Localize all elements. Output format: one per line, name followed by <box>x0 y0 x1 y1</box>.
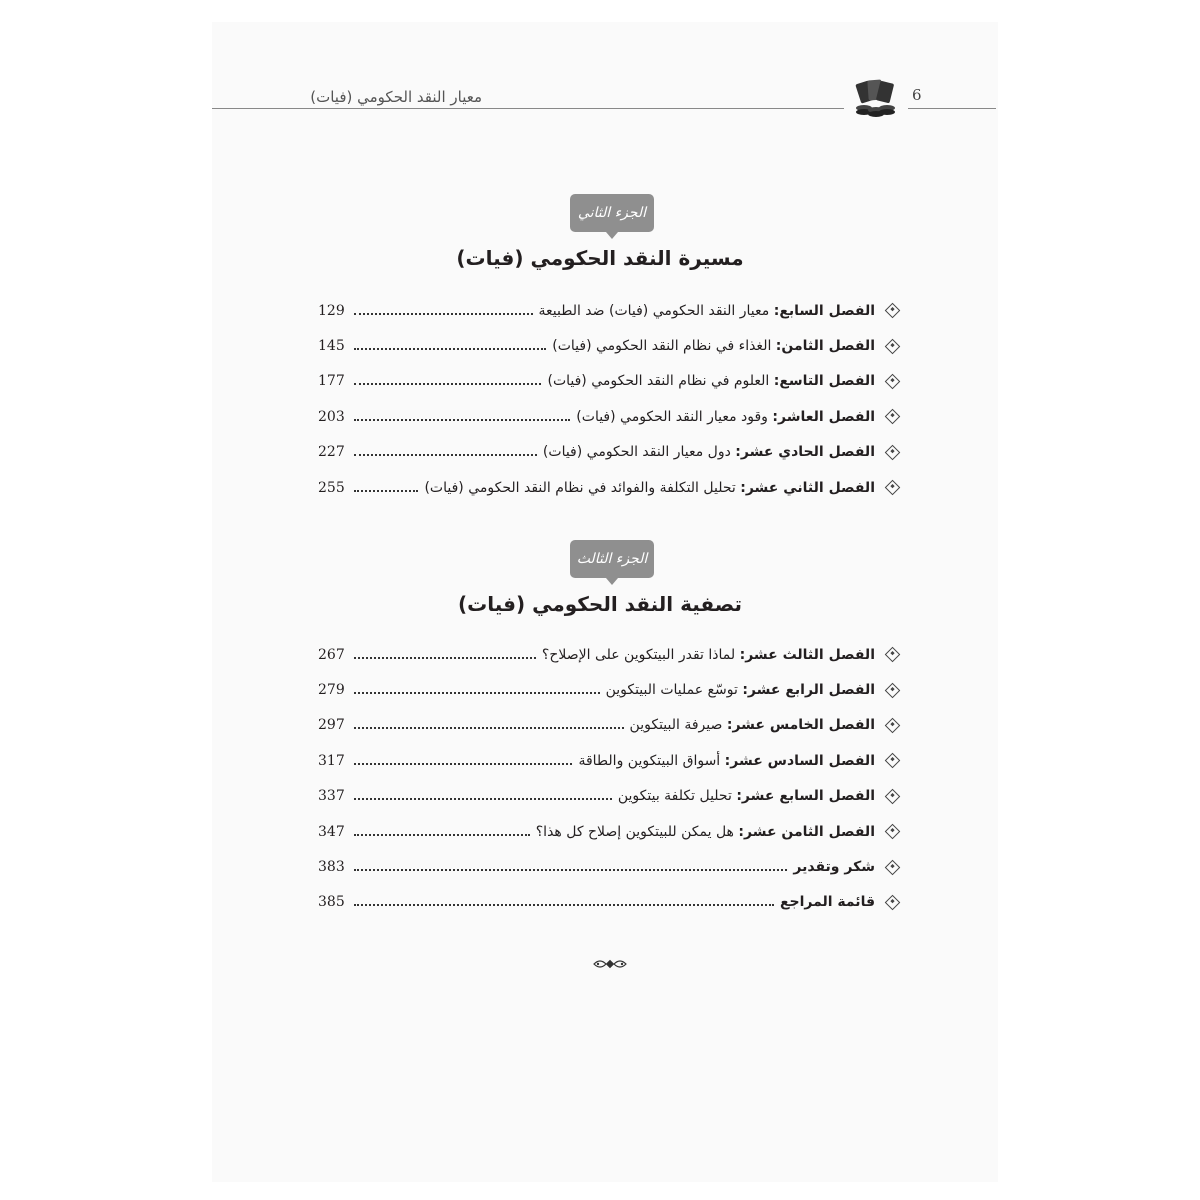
toc-entry[interactable] <box>318 849 900 884</box>
toc-entry[interactable] <box>318 364 900 399</box>
leader-dots <box>354 834 530 836</box>
chapter-title: أسواق البيتكوين والطاقة <box>578 752 721 769</box>
toc-page-number: 267 <box>318 646 345 663</box>
diamond-bullet-icon <box>885 788 901 804</box>
toc-page-number: 297 <box>318 717 345 734</box>
chapter-label: الفصل العاشر: <box>772 408 875 425</box>
part-badge-label: الجزء الثالث <box>576 551 648 567</box>
chapter-label: الفصل السابع: <box>773 302 875 319</box>
toc-page-number: 227 <box>318 444 345 461</box>
part-title: مسيرة النقد الحكومي (فيات) <box>456 246 744 270</box>
chapter-label: قائمة المراجع <box>779 894 875 911</box>
toc-page-number: 129 <box>318 302 345 319</box>
header-rule <box>212 108 844 109</box>
diamond-bullet-icon <box>885 682 901 698</box>
chapter-title: معيار النقد الحكومي (فيات) ضد الطبيعة <box>538 302 770 319</box>
diamond-bullet-icon <box>885 647 901 663</box>
toc-page-number: 279 <box>318 682 345 699</box>
money-stack-icon <box>852 78 898 118</box>
leader-dots <box>354 763 572 765</box>
chapter-title: وقود معيار النقد الحكومي (فيات) <box>576 408 768 425</box>
toc-page-number: 383 <box>318 859 345 876</box>
toc-entry[interactable] <box>318 293 900 328</box>
leader-dots <box>354 313 533 315</box>
chapter-title: الغذاء في نظام النقد الحكومي (فيات) <box>552 338 772 355</box>
chapter-title: تحليل التكلفة والفوائد في نظام النقد الحكومي (فيات) <box>424 479 736 496</box>
leader-dots <box>354 869 787 871</box>
toc-entry[interactable] <box>318 672 900 707</box>
leader-dots <box>354 727 624 729</box>
chapter-title: لماذا تقدر البيتكوين على الإصلاح؟ <box>541 646 736 663</box>
diamond-bullet-icon <box>885 718 901 734</box>
diamond-bullet-icon <box>885 338 901 354</box>
toc-list <box>318 293 900 505</box>
leader-dots <box>354 490 418 492</box>
chapter-label: الفصل الحادي عشر: <box>735 444 875 461</box>
part-badge <box>570 194 654 232</box>
chapter-label: الفصل الخامس عشر: <box>726 717 875 734</box>
toc-page-number: 203 <box>318 408 345 425</box>
toc-entry[interactable] <box>318 814 900 849</box>
header-rule-right <box>908 108 996 109</box>
toc-page-number: 255 <box>318 479 345 496</box>
leader-dots <box>354 657 536 659</box>
diamond-bullet-icon <box>885 895 901 911</box>
chapter-title: هل يمكن للبيتكوين إصلاح كل هذا؟ <box>535 823 734 840</box>
toc-page-number: 385 <box>318 894 345 911</box>
part-title: تصفية النقد الحكومي (فيات) <box>458 592 742 616</box>
part-badge <box>570 540 654 578</box>
diamond-bullet-icon <box>885 824 901 840</box>
toc-entry[interactable] <box>318 637 900 672</box>
diamond-bullet-icon <box>885 374 901 390</box>
chapter-label: الفصل الثامن: <box>775 338 875 355</box>
chapter-title: توسّع عمليات البيتكوين <box>605 682 738 699</box>
leader-dots <box>354 383 541 385</box>
diamond-bullet-icon <box>885 303 901 319</box>
chapter-title: دول معيار النقد الحكومي (فيات) <box>542 444 731 461</box>
toc-entry[interactable] <box>318 399 900 434</box>
toc-page-number: 317 <box>318 752 345 769</box>
leader-dots <box>354 454 537 456</box>
chapter-label: الفصل الثامن عشر: <box>738 823 875 840</box>
chapter-title: صيرفة البيتكوين <box>629 717 723 734</box>
floral-divider-icon <box>592 956 628 972</box>
chapter-label: الفصل السادس عشر: <box>724 752 875 769</box>
toc-entry[interactable] <box>318 885 900 920</box>
toc-entry[interactable] <box>318 435 900 470</box>
toc-page-number: 337 <box>318 788 345 805</box>
chapter-label: الفصل الثالث عشر: <box>739 646 875 663</box>
chapter-label: الفصل التاسع: <box>773 373 875 390</box>
leader-dots <box>354 348 546 350</box>
chapter-label: الفصل الرابع عشر: <box>742 682 875 699</box>
toc-entry[interactable] <box>318 779 900 814</box>
running-header-title: معيار النقد الحكومي (فيات) <box>310 88 482 106</box>
toc-page-number: 177 <box>318 373 345 390</box>
leader-dots <box>354 419 570 421</box>
chapter-title: تحليل تكلفة بيتكوين <box>617 788 732 805</box>
toc-entry[interactable] <box>318 743 900 778</box>
chapter-label: الفصل السابع عشر: <box>736 788 875 805</box>
page-number: 6 <box>912 86 922 104</box>
leader-dots <box>354 798 612 800</box>
leader-dots <box>354 904 774 906</box>
chapter-title: العلوم في نظام النقد الحكومي (فيات) <box>547 373 770 390</box>
toc-entry[interactable] <box>318 328 900 363</box>
part-badge-label: الجزء الثاني <box>577 205 647 221</box>
diamond-bullet-icon <box>885 409 901 425</box>
toc-page-number: 347 <box>318 823 345 840</box>
diamond-bullet-icon <box>885 859 901 875</box>
diamond-bullet-icon <box>885 444 901 460</box>
diamond-bullet-icon <box>885 480 901 496</box>
diamond-bullet-icon <box>885 753 901 769</box>
chapter-label: الفصل الثاني عشر: <box>740 479 875 496</box>
toc-entry[interactable] <box>318 708 900 743</box>
toc-entry[interactable] <box>318 470 900 505</box>
leader-dots <box>354 692 600 694</box>
chapter-label: شكر وتقدير <box>793 859 875 876</box>
toc-page-number: 145 <box>318 338 345 355</box>
toc-list <box>318 637 900 920</box>
